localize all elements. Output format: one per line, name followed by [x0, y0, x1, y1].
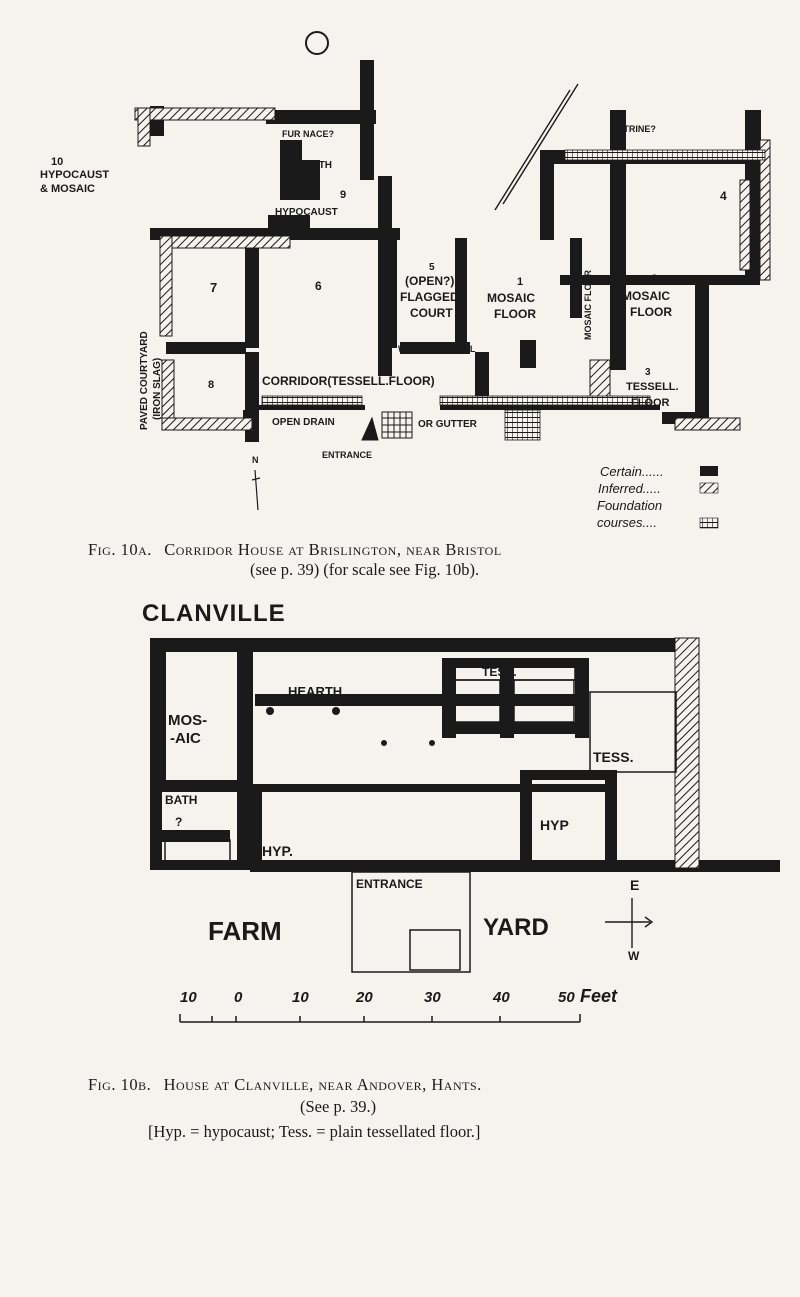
hypocaust-label: HYPOCAUST	[275, 207, 338, 218]
iron-slag-label: (IRON SLAG)	[152, 357, 163, 420]
farm-label: FARM	[208, 916, 282, 946]
caption-10b-key: [Hyp. = hypocaust; Tess. = plain tessellated floor.]	[148, 1122, 481, 1141]
room8-label: 8	[208, 379, 215, 391]
room2-label-b: FLOOR	[630, 305, 672, 319]
west-label: W	[628, 949, 640, 963]
caption-10b-label	[88, 1075, 482, 1095]
wall-doubtful-label: WALL DOUBTFUL	[398, 344, 476, 354]
diagonal-wall-arrows	[495, 84, 578, 210]
room5-number: 5	[429, 262, 435, 273]
room9-label: 9	[340, 189, 347, 201]
room10-label-a: HYPOCAUST	[40, 169, 110, 181]
room3-label-b: FLOOR	[631, 397, 670, 409]
scale-tick-4: 30	[424, 989, 441, 1006]
room10-label-b: & MOSAIC	[40, 183, 95, 195]
caption-10b-note: (See p. 39.)	[300, 1097, 377, 1116]
plan-brislington	[0, 0, 800, 590]
unknown-room-label: ?	[175, 815, 183, 829]
compass-arrow-icon	[605, 898, 652, 948]
room1-label-b: FLOOR	[494, 307, 536, 321]
tess-2-label: TESS.	[521, 694, 559, 709]
drain-grid	[362, 412, 412, 440]
mosaic-label-b: -AIC	[170, 730, 201, 747]
north-arrow-icon	[252, 470, 260, 510]
bath-label: BATH	[305, 160, 333, 171]
scale-unit: Feet	[580, 986, 618, 1006]
room4-label: 4	[720, 189, 727, 203]
room10-number: 10	[51, 156, 64, 168]
scale-tick-6: 50	[558, 989, 575, 1006]
corridor-label: CORRIDOR(TESSELL.FLOOR)	[262, 374, 435, 388]
room2-number: 2	[651, 272, 658, 286]
hyp-left-label: HYP.	[262, 843, 293, 859]
room3-label-a: TESSELL.	[626, 381, 679, 393]
clanville-inferred-wall	[675, 638, 699, 868]
well	[306, 32, 328, 54]
room5-label-a: (OPEN?)	[405, 274, 455, 288]
legend-courses-label: courses....	[597, 515, 657, 530]
room2-label-a: MOSAIC	[622, 289, 670, 303]
caption-10b-title: House at Clanville, near Andover, Hants.	[163, 1075, 482, 1094]
entrance-b-label: ENTRANCE	[356, 877, 423, 891]
caption-10b-number: Fig. 10b.	[88, 1075, 152, 1094]
legend-inferred-swatch	[700, 483, 718, 493]
furnace-label: FUR NACE?	[282, 129, 334, 139]
hyp-right-label: HYP	[540, 817, 569, 833]
legend-foundation-label: Foundation	[597, 498, 663, 513]
legend-certain-swatch	[700, 466, 718, 476]
caption-10a-note: (see p. 39) (for scale see Fig. 10b).	[250, 560, 480, 579]
entrance-label: ENTRANCE	[322, 450, 373, 460]
hypocaust-pier	[268, 215, 298, 235]
room6-label: 6	[315, 279, 322, 293]
bath-label-b: BATH	[165, 793, 198, 807]
tess-1-label: TESS.	[455, 694, 493, 709]
legend-foundation-swatch	[700, 518, 718, 528]
east-label: E	[630, 877, 640, 893]
room5-label-c: COURT	[410, 306, 453, 320]
room5-label-b: FLAGGED	[400, 290, 459, 304]
paved-courtyard-label: PAVED COURTYARD	[139, 331, 150, 430]
room1-label-a: MOSAIC	[487, 291, 535, 305]
scale-tick-1: 0	[234, 989, 243, 1006]
clanville-title: CLANVILLE	[142, 600, 286, 627]
room7-label: 7	[210, 280, 218, 295]
yard-label: YARD	[483, 914, 549, 941]
latrine-label: LATRINE?	[612, 124, 656, 134]
room3-number: 3	[645, 367, 651, 378]
caption-10a-number: Fig. 10a.	[88, 540, 152, 559]
room1-number: 1	[517, 276, 524, 288]
or-gutter-label: OR GUTTER	[418, 419, 477, 430]
legend-inferred-label: Inferred.....	[598, 481, 661, 496]
scale-tick-0: 10	[180, 989, 197, 1006]
tess-right-label: TESS.	[593, 749, 634, 765]
legend	[597, 464, 718, 530]
mosaic-label-a: MOS-	[168, 712, 208, 729]
clanville-piers	[266, 707, 435, 746]
north-label: N	[252, 455, 259, 465]
scale-bar	[180, 986, 618, 1022]
tess-top-label: TESS.	[482, 665, 517, 679]
scale-tick-5: 40	[493, 989, 510, 1006]
caption-10a-label	[88, 540, 502, 560]
scale-tick-2: 10	[292, 989, 309, 1006]
caption-10a-title: Corridor House at Brislington, near Bristol	[164, 540, 502, 559]
hearth-label: HEARTH	[288, 684, 343, 699]
mosaic-floor-vertical: MOSAIC FLOOR	[583, 270, 593, 340]
legend-certain-label: Certain......	[600, 464, 664, 479]
scale-tick-3: 20	[356, 989, 373, 1006]
open-drain-label: OPEN DRAIN	[272, 417, 335, 428]
